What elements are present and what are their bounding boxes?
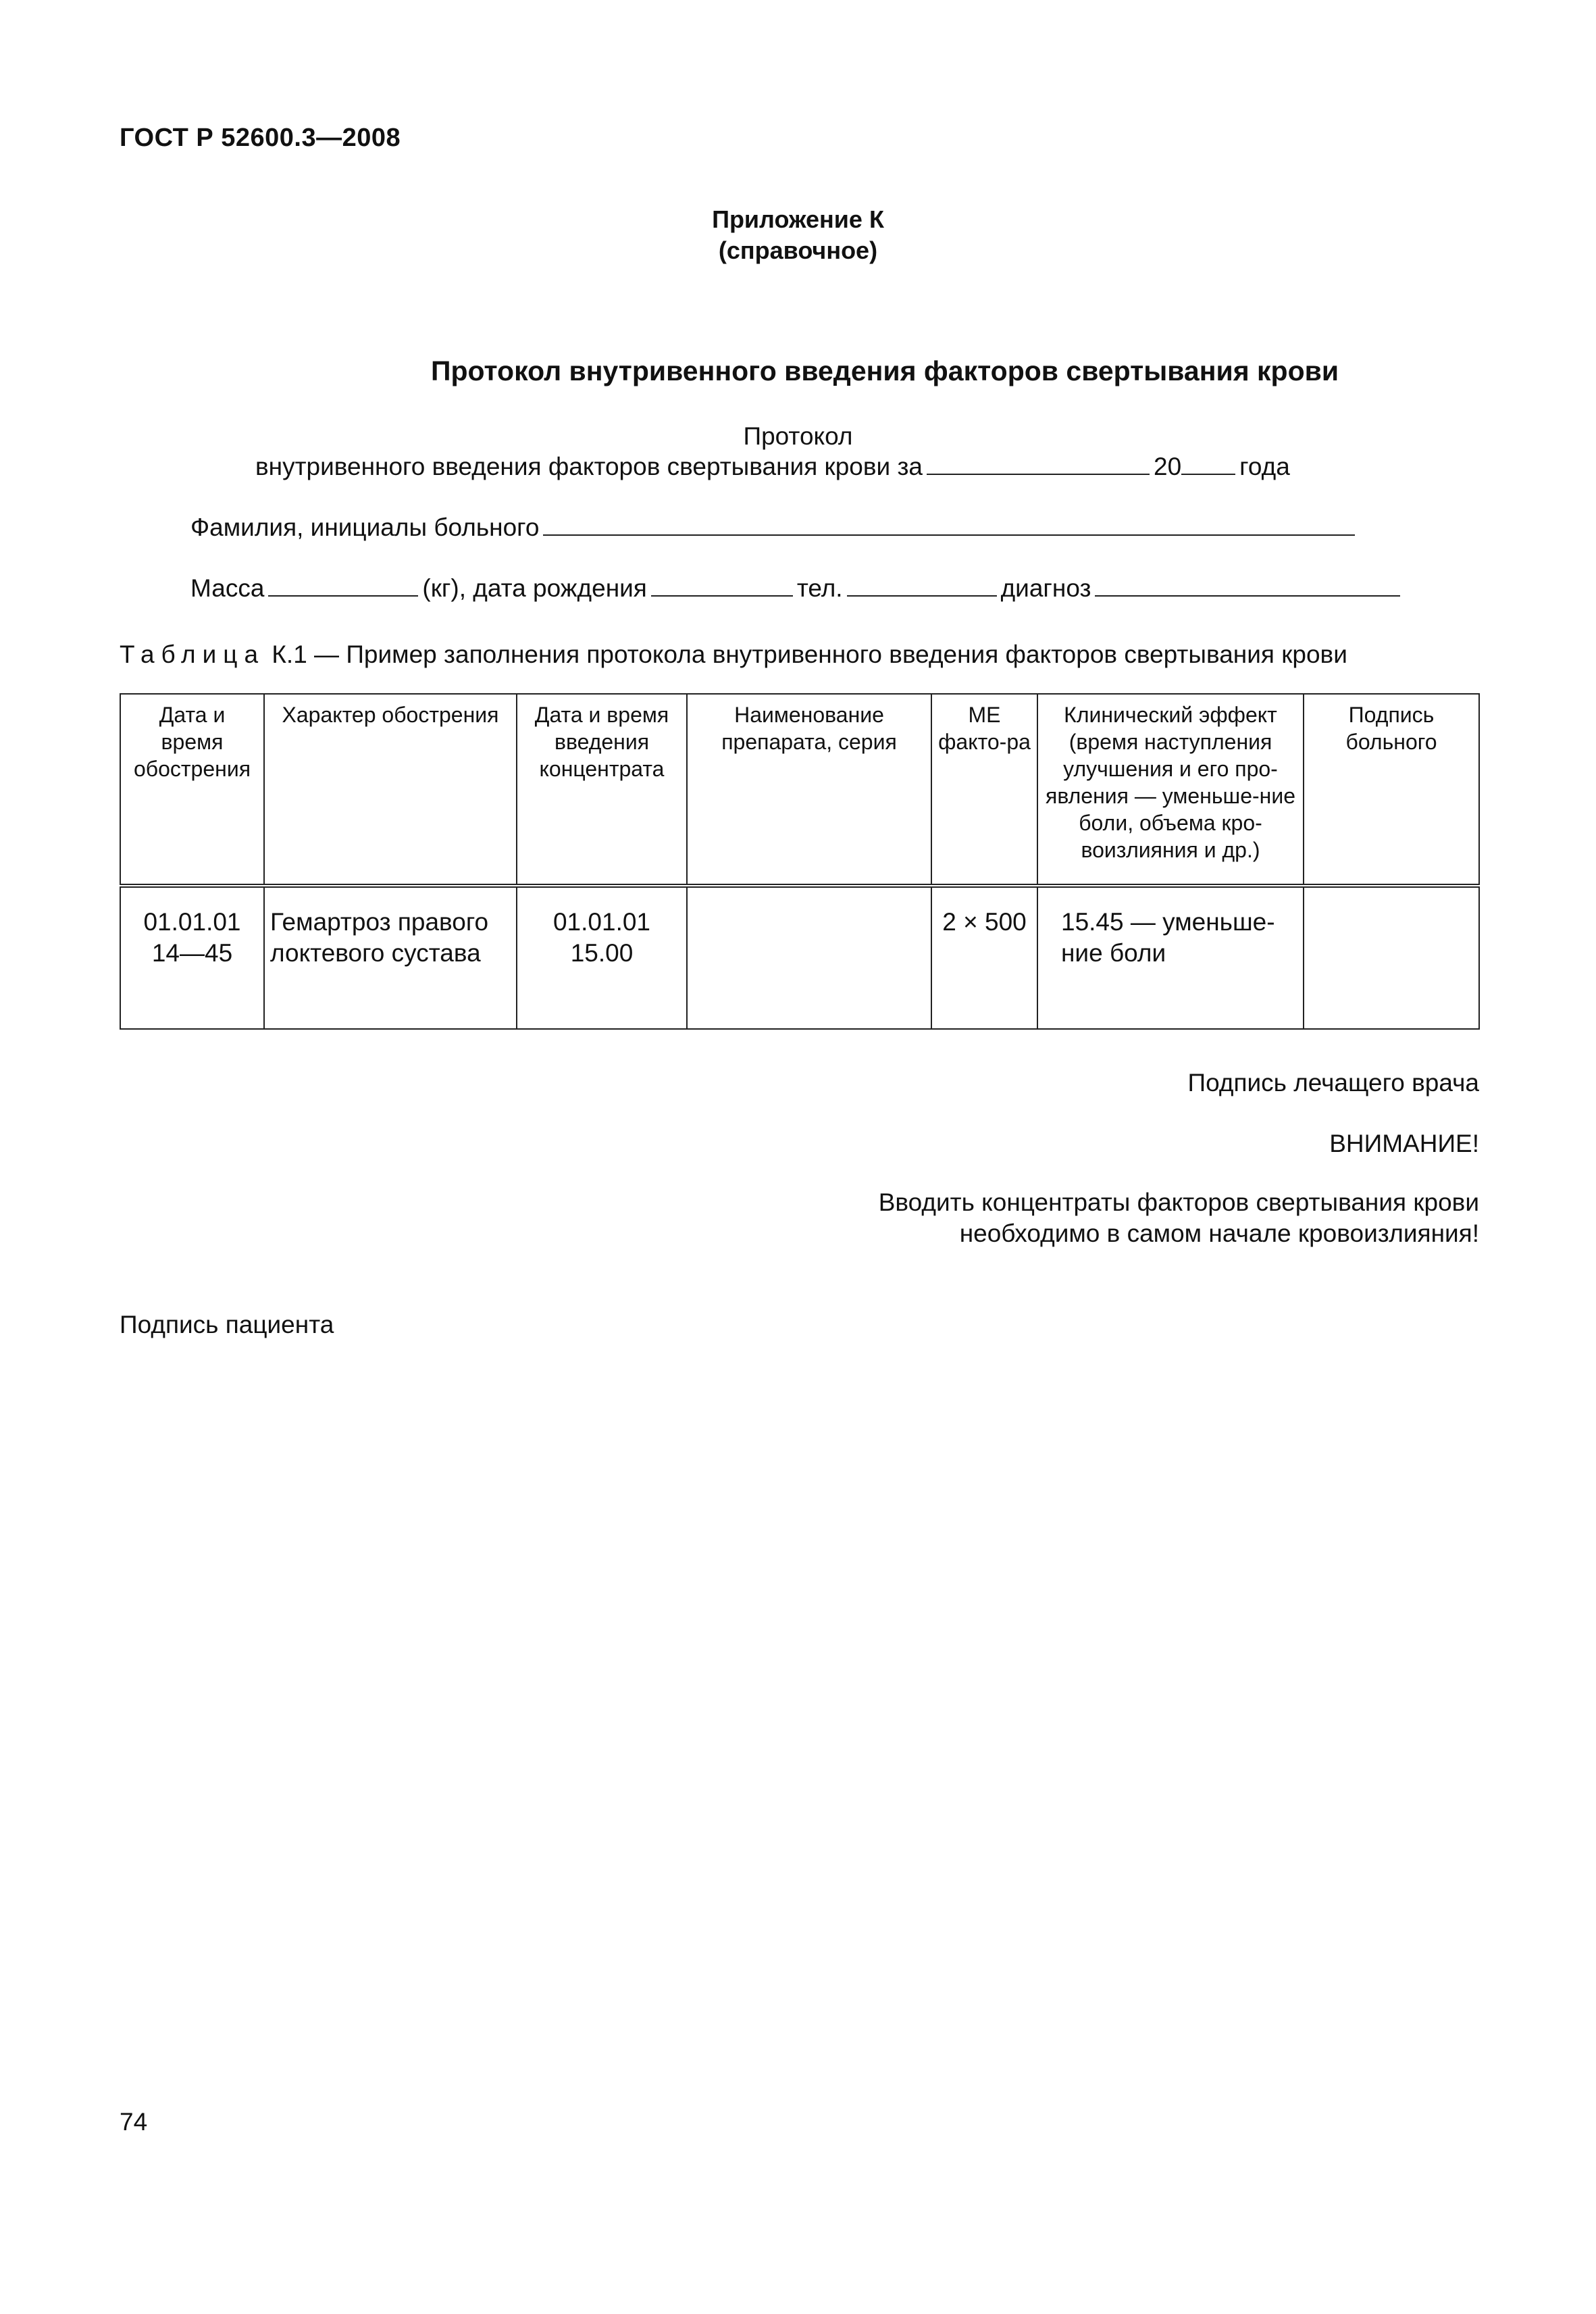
cell-exacerbation-date: [120, 886, 264, 1029]
patient-name-blank[interactable]: [543, 534, 1355, 536]
mass-label: Масса: [190, 574, 265, 602]
diagnosis-label: диагноз: [1000, 574, 1091, 602]
phone-label: тел.: [796, 574, 843, 602]
table-caption-word: Таблица: [120, 640, 265, 668]
table-caption-text: К.1 — Пример заполнения протокола внутривенного введения факторов свертывания крови: [265, 640, 1347, 668]
cell-concentrate-time-value: 15.00: [570, 939, 634, 967]
mass-blank[interactable]: [268, 595, 418, 597]
dob-label: (кг), дата рождения: [422, 574, 647, 602]
diagnosis-blank[interactable]: [1095, 595, 1400, 597]
header-clinical-effect: Клинический эффект (время наступления улучшения и его про-явления — уменьше-ние боли, объема кро-воизлияния и др.): [1037, 694, 1304, 886]
warning-text: [879, 1187, 1479, 1249]
warning-line-1: Вводить концентраты факторов свертывания крови: [878, 1188, 1479, 1216]
warning-line-2: необходимо в самом начале кровоизлияния!: [959, 1219, 1479, 1247]
header-drug-name: Наименование препарата, серия: [687, 694, 931, 886]
table-header-row: [120, 694, 1479, 886]
cell-drug-name: [687, 886, 931, 1029]
standard-number: ГОСТ Р 52600.3—2008: [120, 124, 401, 152]
header-concentrate-date: Дата и время введения концентрата: [517, 694, 687, 886]
header-patient-signature: Подпись больного: [1304, 694, 1479, 886]
protocol-date-label: внутривенного введения факторов свертывания крови за: [255, 453, 923, 480]
doctor-signature-label: Подпись лечащего врача: [1187, 1069, 1479, 1097]
patient-details-line: [190, 574, 1404, 603]
patient-signature-label: Подпись пациента: [120, 1311, 334, 1338]
annex-subtitle: (справочное): [718, 236, 878, 264]
year-blank[interactable]: [1181, 473, 1235, 475]
table-caption: [120, 640, 1347, 669]
document-title: Протокол внутривенного введения факторов свертывания крови: [430, 355, 1339, 386]
header-factor-units: МЕ факто-ра: [931, 694, 1037, 886]
cell-date-value: 01.01.01: [143, 908, 241, 936]
protocol-heading: Протокол: [743, 422, 853, 450]
cell-concentrate-date: [517, 886, 687, 1029]
page-number: 74: [120, 2108, 148, 2136]
patient-name-label: Фамилия, инициалы больного: [190, 513, 540, 541]
patient-name-line: [190, 513, 1359, 542]
protocol-date-line: [255, 453, 1290, 481]
dob-blank[interactable]: [651, 595, 793, 597]
year-suffix: года: [1239, 453, 1290, 480]
cell-patient-signature: [1304, 886, 1479, 1029]
header-exacerbation-date: Дата и время обострения: [120, 694, 264, 886]
phone-blank[interactable]: [847, 595, 997, 597]
annex-title: Приложение К: [712, 205, 884, 233]
cell-concentrate-date-value: 01.01.01: [552, 908, 651, 936]
cell-time-value: 14—45: [151, 939, 233, 967]
protocol-table: [120, 693, 1480, 1030]
date-blank[interactable]: [927, 473, 1150, 475]
cell-factor-units: 2 × 500: [931, 886, 1037, 1029]
attention-label: ВНИМАНИЕ!: [1329, 1130, 1479, 1157]
cell-exacerbation-type: Гемартроз правого локтевого сустава: [264, 886, 517, 1029]
year-prefix: 20: [1154, 453, 1182, 480]
header-exacerbation-type: Характер обострения: [264, 694, 517, 886]
table-row: [120, 886, 1479, 1029]
cell-clinical-effect: 15.45 — уменьше-ние боли: [1037, 886, 1304, 1029]
